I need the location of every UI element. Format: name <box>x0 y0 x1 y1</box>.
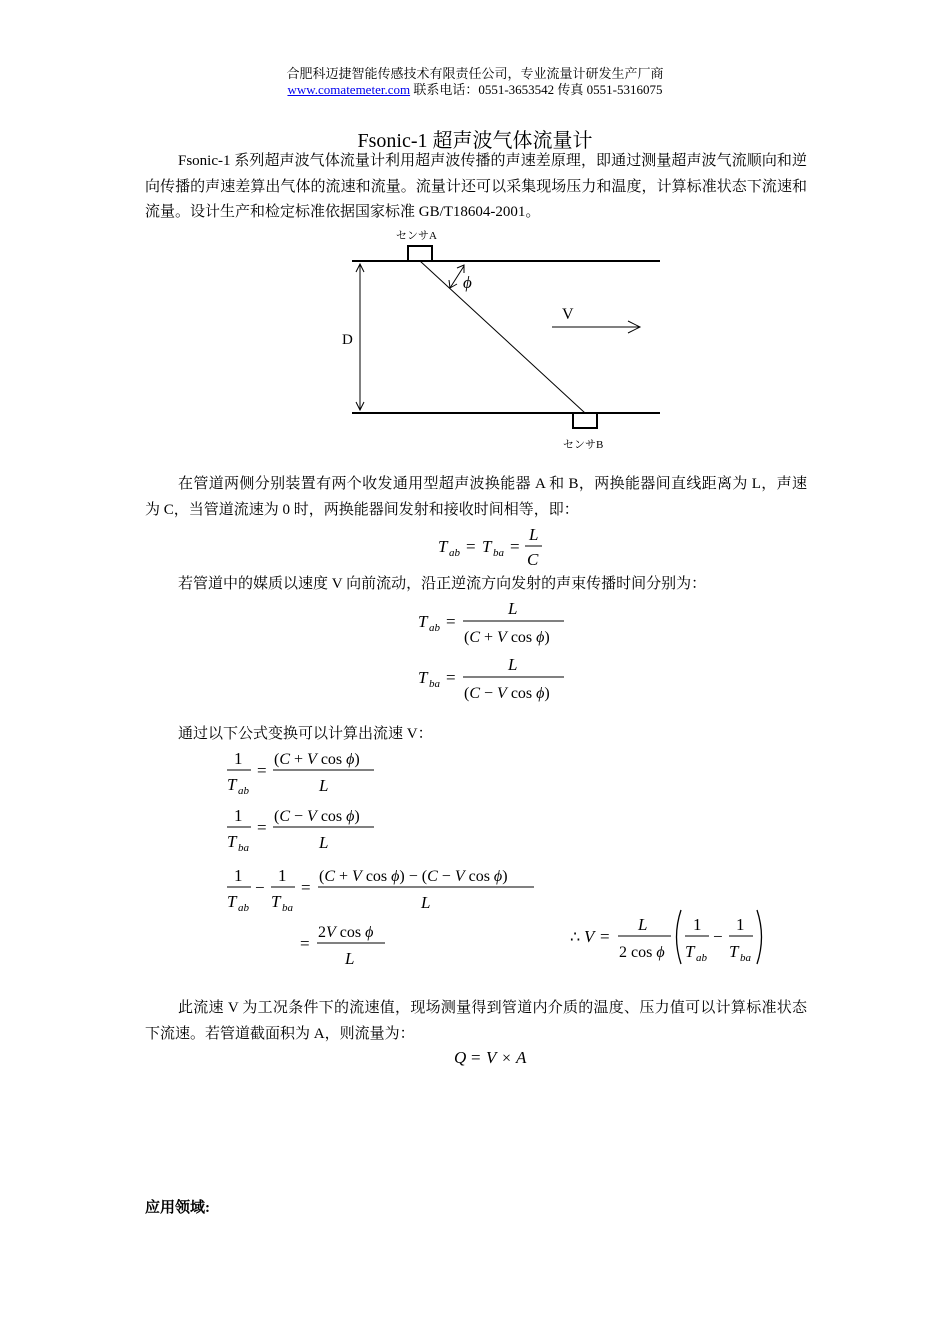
svg-text:T: T <box>227 892 237 911</box>
svg-text:ab: ab <box>449 547 460 559</box>
svg-text:2 cos ϕ: 2 cos ϕ <box>619 944 665 961</box>
svg-text:(C − V cos ϕ): (C − V cos ϕ) <box>464 685 550 702</box>
svg-text:2V cos ϕ: 2V cos ϕ <box>318 924 374 941</box>
sound-path <box>420 261 585 413</box>
svg-text:ba: ba <box>740 952 751 964</box>
svg-text:=: = <box>600 927 610 946</box>
equation-diff <box>224 862 544 916</box>
svg-text:×: × <box>502 1050 512 1067</box>
svg-text:A: A <box>516 1048 527 1067</box>
svg-text:1: 1 <box>736 915 745 934</box>
svg-text:1: 1 <box>234 866 243 885</box>
contact-line <box>0 82 950 98</box>
svg-text:ba: ba <box>282 902 293 914</box>
equation-rest <box>436 522 556 570</box>
svg-text:ab: ab <box>238 785 249 797</box>
d-label: D <box>342 332 353 348</box>
website-link[interactable]: www.comatemeter.com <box>287 82 411 97</box>
paragraph-5: 此流速 V 为工况条件下的流速值，现场测量得到管道内介质的温度、压力值可以计算标准状态下流速。若管道截面积为 A，则流量为： <box>145 1000 807 1042</box>
company-line: 合肥科迈捷智能传感技术有限责任公司，专业流量计研发生产厂商 <box>286 66 664 81</box>
sensor-b-box <box>573 413 597 428</box>
page-header <box>0 66 950 98</box>
equation-tba <box>416 652 576 704</box>
svg-text:1: 1 <box>234 806 243 825</box>
equation-q <box>452 1044 536 1070</box>
svg-text:C: C <box>527 550 539 569</box>
svg-text:1: 1 <box>234 749 243 768</box>
paragraph-4: 通过以下公式变换可以计算出流速 V： <box>178 726 433 742</box>
svg-text:(C + V cos ϕ): (C + V cos ϕ) <box>274 751 360 768</box>
svg-text:=: = <box>510 537 520 556</box>
svg-text:T: T <box>482 537 492 556</box>
svg-text:T: T <box>438 537 448 556</box>
page-title: Fsonic-1 超声波气体流量计 <box>357 130 593 152</box>
svg-text:(C + V cos ϕ): (C + V cos ϕ) <box>464 629 550 646</box>
svg-text:=: = <box>257 818 267 837</box>
svg-text:V: V <box>486 1048 497 1067</box>
svg-text:L: L <box>319 833 329 852</box>
svg-text:L: L <box>638 915 648 934</box>
svg-text:ab: ab <box>696 952 707 964</box>
sensor-b-label: センサB <box>563 439 604 451</box>
svg-text:=: = <box>471 1048 481 1067</box>
equation-inv-ab <box>224 745 384 799</box>
svg-text:=: = <box>301 878 311 897</box>
svg-text:L: L <box>529 525 539 544</box>
svg-text:T: T <box>227 832 237 851</box>
svg-text:T: T <box>685 942 695 961</box>
svg-text:T: T <box>729 942 739 961</box>
svg-text:1: 1 <box>278 866 287 885</box>
pipe-diagram <box>330 222 670 454</box>
paragraph-2: 在管道两侧分别装置有两个收发通用型超声波换能器 A 和 B，两换能器间直线距离为 L，声速为 C，当管道流速为 0 时，两换能器间发射和接收时间相等，即： <box>145 476 807 518</box>
svg-text:ba: ba <box>429 678 440 690</box>
contact-info: 联系电话：0551-3653542 传真 0551-5316075 <box>410 82 663 97</box>
svg-text:ab: ab <box>238 902 249 914</box>
svg-text:ba: ba <box>238 842 249 854</box>
section-heading: 应用领域: <box>145 1200 210 1216</box>
equation-v <box>568 906 768 968</box>
svg-text:−: − <box>713 927 723 946</box>
sensor-a-label: センサA <box>396 230 437 242</box>
v-label: V <box>562 306 574 323</box>
sensor-a-box <box>408 246 432 261</box>
svg-text:L: L <box>508 655 518 674</box>
svg-text:Q: Q <box>454 1048 467 1067</box>
equation-inv-ba <box>224 802 384 856</box>
phi-label: ϕ <box>463 273 472 292</box>
svg-text:∴: ∴ <box>570 929 581 946</box>
intro-paragraph: Fsonic-1 系列超声波气体流量计利用超声波传播的声速差原理，即通过测量超声波气流顺向和逆向传播的声速差算出气体的流速和流量。流量计还可以采集现场压力和温度，计算标准状态下流速和流量。设计生产和检定标准依据国家标准 GB/T18604-2001。 <box>145 153 807 220</box>
svg-text:T: T <box>227 775 237 794</box>
svg-text:1: 1 <box>693 915 702 934</box>
svg-text:V: V <box>584 927 595 946</box>
svg-text:ba: ba <box>493 547 504 559</box>
svg-text:L: L <box>345 949 355 968</box>
svg-text:=: = <box>446 668 456 687</box>
svg-text:T: T <box>418 668 428 687</box>
svg-text:T: T <box>418 612 428 631</box>
svg-text:(C − V cos ϕ): (C − V cos ϕ) <box>274 808 360 825</box>
svg-text:=: = <box>257 761 267 780</box>
svg-text:=: = <box>446 612 456 631</box>
equation-diff2 <box>296 918 396 972</box>
svg-text:L: L <box>421 893 431 912</box>
svg-text:=: = <box>466 537 476 556</box>
svg-text:L: L <box>319 776 329 795</box>
svg-text:L: L <box>508 599 518 618</box>
svg-text:−: − <box>255 878 265 897</box>
svg-text:T: T <box>271 892 281 911</box>
equation-tab <box>416 596 576 648</box>
svg-text:(C + V cos ϕ) − (C − V cos ϕ): (C + V cos ϕ) − (C − V cos ϕ) <box>319 868 508 885</box>
svg-text:ab: ab <box>429 622 440 634</box>
paragraph-3: 若管道中的媒质以速度 V 向前流动，沿正逆流方向发射的声束传播时间分别为： <box>178 576 707 592</box>
svg-text:=: = <box>300 934 310 953</box>
